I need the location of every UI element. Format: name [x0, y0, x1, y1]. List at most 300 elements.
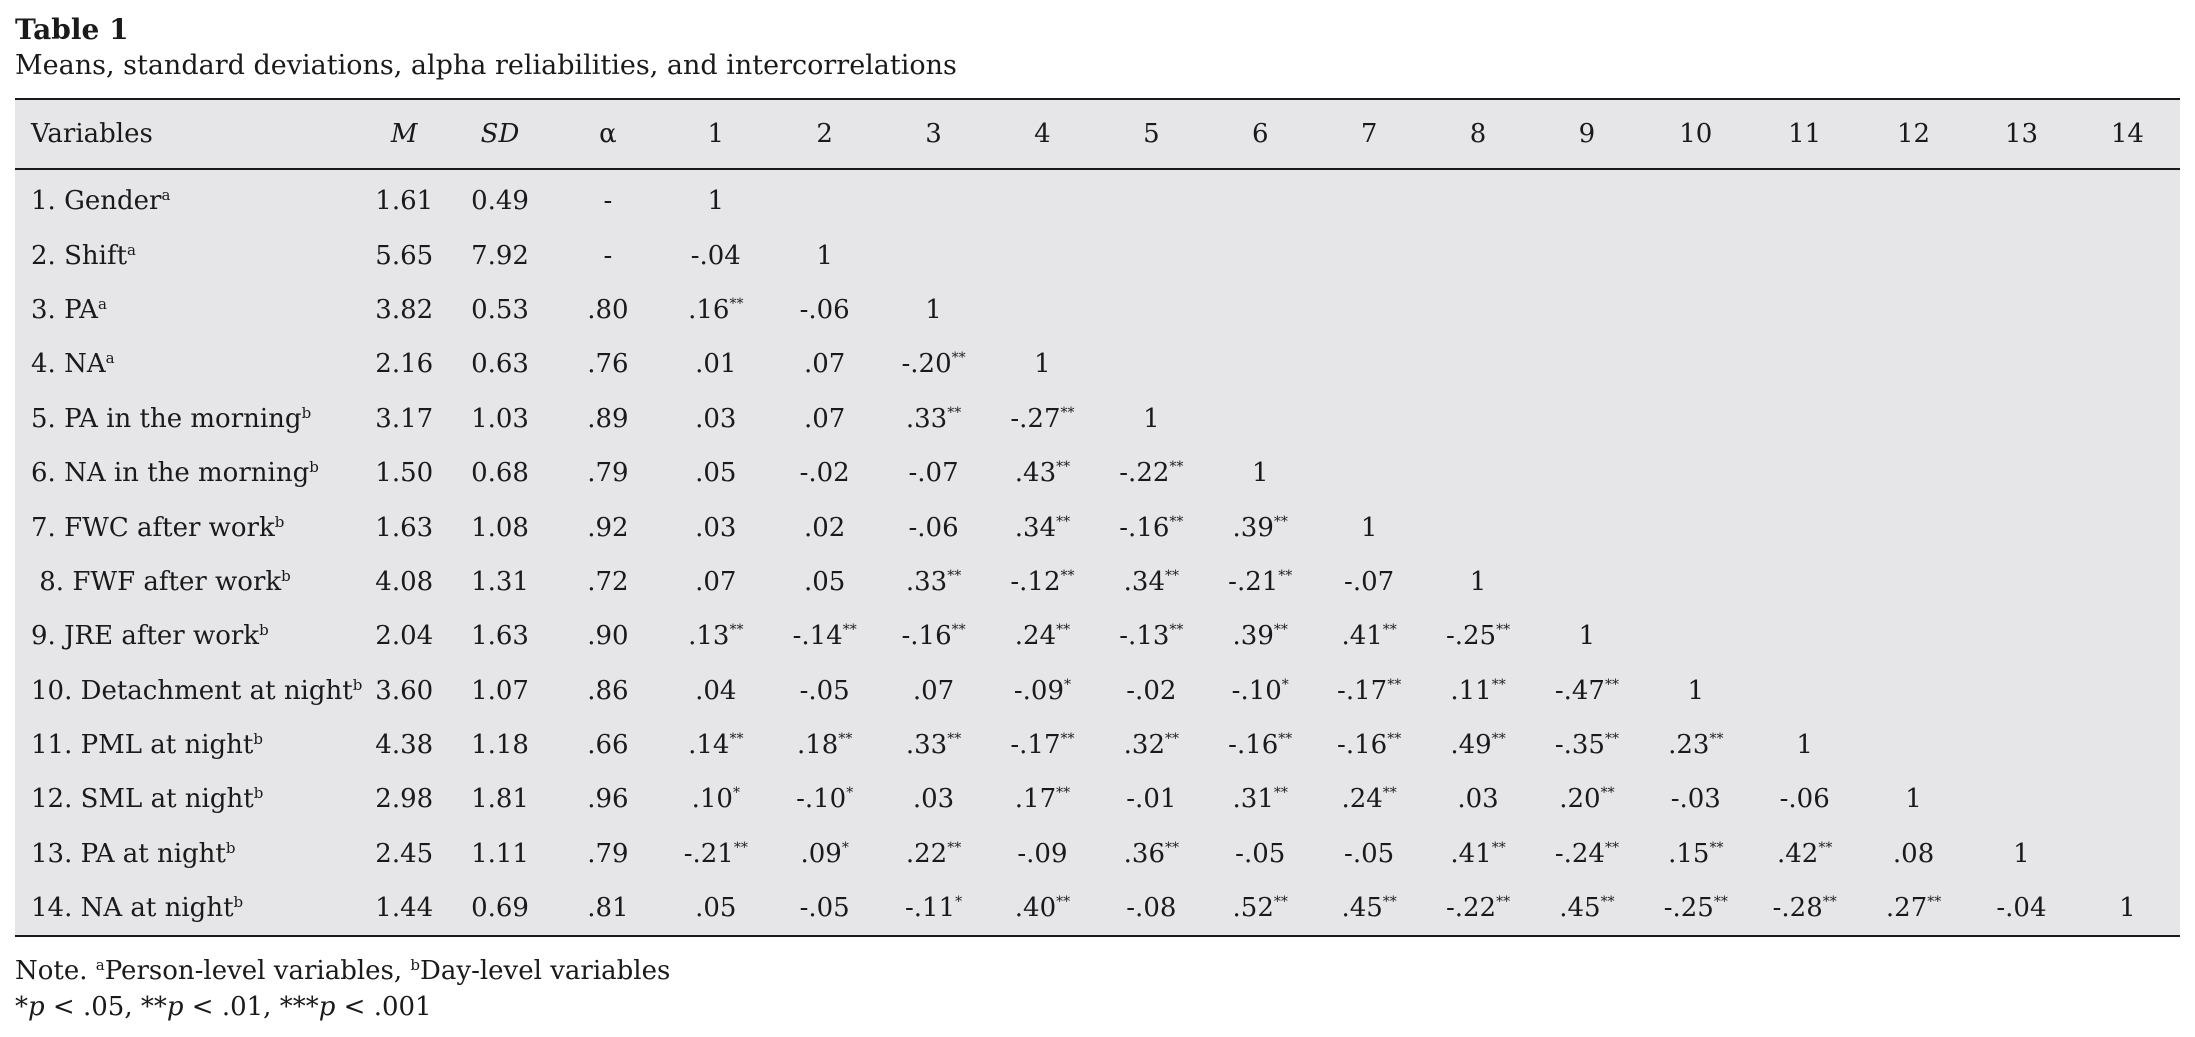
note-prefix: Note.: [15, 956, 96, 987]
correlation-cell: [1206, 772, 1315, 826]
significance-marker: **: [729, 731, 744, 748]
correlation-cell: [1968, 228, 2075, 282]
alpha-cell: .90: [587, 621, 629, 652]
table-row: [15, 392, 2180, 446]
column-header: 11: [1750, 99, 1859, 169]
correlation-value: -.05: [1235, 838, 1286, 869]
significance-marker: **: [1169, 459, 1184, 476]
significance-marker: **: [1927, 894, 1942, 911]
correlation-cell: [1424, 446, 1533, 500]
alpha-cell: -: [603, 186, 613, 217]
correlation-value: -.25: [1445, 621, 1497, 652]
correlation-cell: [1097, 555, 1206, 609]
alpha-cell: .72: [587, 566, 629, 597]
correlation-cell: [1097, 500, 1206, 554]
correlation-value: -.01: [1126, 784, 1177, 815]
significance-marker: **: [1056, 622, 1071, 639]
significance-marker: **: [1387, 731, 1402, 748]
correlation-cell: [1859, 337, 1968, 391]
correlation-value: .34: [1123, 566, 1166, 597]
correlation-cell: [1206, 392, 1315, 446]
correlation-cell: [1968, 772, 2075, 826]
variable-label: 2. Shift: [31, 240, 128, 271]
correlation-cell: [1641, 392, 1750, 446]
correlation-cell: [661, 827, 770, 881]
correlation-value: -.07: [908, 458, 959, 489]
correlation-cell: [1641, 609, 1750, 663]
correlation-cell: [1424, 500, 1533, 554]
significance-marker: **: [1382, 785, 1397, 802]
correlation-cell: [1750, 337, 1859, 391]
correlation-cell: [2075, 881, 2180, 936]
correlation-cell: [2075, 392, 2180, 446]
correlation-cell: [1532, 228, 1641, 282]
significance-marker: **: [1604, 839, 1619, 856]
correlation-cell: [2075, 283, 2180, 337]
correlation-value: -.07: [1344, 566, 1395, 597]
correlation-cell: [1750, 772, 1859, 826]
correlation-cell: [1206, 169, 1315, 228]
correlation-cell: [1532, 827, 1641, 881]
variable-level-sup: b: [352, 675, 363, 694]
correlation-cell: [879, 664, 988, 718]
correlation-cell: [661, 881, 770, 936]
table-row: [15, 881, 2180, 936]
correlation-value: .41: [1450, 838, 1492, 869]
significance-marker: **: [947, 731, 962, 748]
significance-marker: **: [1387, 676, 1402, 693]
correlation-cell: [661, 283, 770, 337]
correlation-cell: [1750, 609, 1859, 663]
significance-marker: **: [1165, 567, 1180, 584]
note-a-text: Person-level variables,: [104, 956, 411, 987]
sig-threshold: < .05,: [44, 992, 141, 1023]
significance-marker: **: [729, 295, 744, 312]
correlation-value: -.05: [1344, 838, 1395, 869]
correlation-cell: [661, 500, 770, 554]
correlation-value: .33: [905, 566, 948, 597]
correlation-value: .07: [695, 566, 737, 597]
correlation-cell: [661, 228, 770, 282]
correlation-value: -.14: [792, 621, 843, 652]
correlation-cell: [879, 446, 988, 500]
correlation-cell: [2075, 169, 2180, 228]
correlation-cell: [1750, 500, 1859, 554]
column-header: 14: [2075, 99, 2180, 169]
sd-cell: 1.11: [471, 838, 529, 869]
correlation-cell: [1097, 827, 1206, 881]
variable-cell: [15, 446, 363, 500]
significance-marker: *: [846, 785, 854, 802]
correlation-value: .49: [1450, 730, 1492, 761]
table-row: [15, 772, 2180, 826]
variable-label: 5. PA in the morning: [31, 403, 302, 434]
correlation-value: -.16: [1228, 730, 1279, 761]
correlation-cell: [770, 337, 879, 391]
correlation-cell: [770, 283, 879, 337]
correlation-cell: [1859, 555, 1968, 609]
significance-marker: *: [1064, 676, 1072, 693]
significance-marker: *: [1281, 676, 1289, 693]
significance-marker: **: [947, 839, 962, 856]
correlation-value: 1: [1796, 730, 1813, 761]
variable-level-sup: b: [253, 784, 264, 803]
correlation-cell: [1424, 228, 1533, 282]
correlation-value: 1: [1034, 349, 1051, 380]
column-header: SD: [446, 99, 555, 169]
correlation-cell: [1750, 827, 1859, 881]
correlation-cell: [1859, 446, 1968, 500]
correlation-cell: [1859, 772, 1968, 826]
column-header: 13: [1968, 99, 2075, 169]
correlation-value: .20: [1559, 784, 1601, 815]
correlation-cell: [1097, 664, 1206, 718]
correlation-cell: [1315, 228, 1424, 282]
correlation-value: -.05: [799, 893, 850, 924]
correlation-cell: [1641, 664, 1750, 718]
sd-cell: 1.18: [471, 730, 529, 761]
correlation-cell: [1206, 228, 1315, 282]
significance-marker: **: [1273, 785, 1288, 802]
alpha-cell: .92: [587, 512, 629, 543]
correlation-value: .03: [695, 403, 737, 434]
correlation-value: -.35: [1554, 730, 1605, 761]
column-header: 5: [1097, 99, 1206, 169]
correlation-cell: [1641, 718, 1750, 772]
variable-cell: [15, 664, 363, 718]
correlation-cell: [1424, 555, 1533, 609]
column-header: 10: [1641, 99, 1750, 169]
column-header: 2: [770, 99, 879, 169]
significance-marker: **: [1165, 839, 1180, 856]
correlation-cell: [1424, 772, 1533, 826]
correlation-cell: [1315, 337, 1424, 391]
note-line-2: [15, 989, 2180, 1025]
correlation-value: .05: [803, 566, 846, 597]
correlation-cell: [1750, 392, 1859, 446]
correlation-cell: [1968, 169, 2075, 228]
correlation-cell: [1750, 446, 1859, 500]
correlation-cell: [661, 664, 770, 718]
correlation-cell: [1750, 718, 1859, 772]
variable-level-sup: b: [309, 458, 319, 477]
correlation-value: .32: [1123, 730, 1166, 761]
correlation-cell: [661, 609, 770, 663]
correlation-cell: [1206, 718, 1315, 772]
correlation-cell: [770, 392, 879, 446]
correlation-cell: [2075, 609, 2180, 663]
correlation-cell: [661, 718, 770, 772]
significance-marker: **: [1278, 567, 1293, 584]
significance-marker: **: [951, 350, 966, 367]
correlation-value: -.16: [901, 621, 952, 652]
correlation-cell: [1424, 881, 1533, 936]
correlation-value: 1: [1687, 675, 1705, 706]
correlation-cell: [770, 772, 879, 826]
sd-cell: 1.81: [471, 784, 529, 815]
correlation-cell: [1206, 337, 1315, 391]
variable-cell: [15, 609, 363, 663]
sd-cell: 0.53: [471, 294, 529, 325]
correlation-value: .08: [1892, 838, 1935, 869]
correlation-cell: [1641, 446, 1750, 500]
correlation-cell: [1097, 446, 1206, 500]
correlation-cell: [1206, 609, 1315, 663]
column-header: 7: [1315, 99, 1424, 169]
table-row: [15, 718, 2180, 772]
correlation-value: 1: [1578, 621, 1596, 652]
correlation-value: -.25: [1663, 893, 1714, 924]
correlation-cell: [1097, 772, 1206, 826]
correlation-value: -.47: [1554, 675, 1605, 706]
variable-label: 13. PA at night: [31, 838, 226, 869]
correlation-value: 1: [2013, 838, 2030, 869]
variable-label: 10. Detachment at night: [31, 675, 353, 706]
significance-marker: **: [1273, 513, 1288, 530]
correlation-cell: [1097, 283, 1206, 337]
correlation-cell: [1968, 555, 2075, 609]
significance-marker: **: [1169, 622, 1184, 639]
correlation-cell: [1532, 718, 1641, 772]
mean-cell: 2.04: [375, 621, 434, 652]
alpha-cell: .96: [587, 784, 629, 815]
correlation-cell: [770, 169, 879, 228]
mean-cell: 5.65: [375, 240, 434, 271]
alpha-cell: .79: [587, 458, 629, 489]
table-row: [15, 827, 2180, 881]
table-row: [15, 664, 2180, 718]
note-sup-b: b: [410, 956, 421, 975]
mean-cell: 4.38: [375, 730, 434, 761]
significance-marker: *: [732, 785, 740, 802]
variable-cell: [15, 500, 363, 554]
table-figure: [15, 12, 2180, 1025]
correlation-cell: [879, 500, 988, 554]
correlation-cell: [1532, 664, 1641, 718]
correlation-value: -.10: [1231, 675, 1282, 706]
correlation-value: .24: [1341, 784, 1383, 815]
correlation-cell: [1206, 283, 1315, 337]
correlation-cell: [1532, 609, 1641, 663]
correlation-cell: [1206, 664, 1315, 718]
correlation-cell: [1968, 827, 2075, 881]
alpha-cell: .81: [587, 893, 629, 924]
correlation-value: -.22: [1119, 458, 1170, 489]
correlation-value: -.06: [1779, 784, 1830, 815]
correlation-value: .40: [1014, 893, 1057, 924]
correlation-cell: [1859, 392, 1968, 446]
sd-cell: 0.49: [471, 186, 529, 217]
correlation-cell: [1424, 609, 1533, 663]
correlation-cell: [1315, 772, 1424, 826]
significance-marker: **: [1060, 731, 1075, 748]
correlation-cell: [2075, 337, 2180, 391]
correlation-cell: [988, 283, 1097, 337]
significance-marker: **: [1491, 676, 1506, 693]
correlation-cell: [1641, 555, 1750, 609]
sig-p: p: [28, 992, 45, 1023]
column-header: α: [554, 99, 661, 169]
sig-stars: ***: [279, 992, 319, 1023]
correlation-value: .43: [1014, 458, 1057, 489]
correlation-value: .03: [912, 784, 955, 815]
correlation-cell: [661, 392, 770, 446]
correlation-cell: [1315, 827, 1424, 881]
correlation-value: 1: [1143, 403, 1160, 434]
correlation-value: -.02: [799, 458, 850, 489]
correlation-cell: [1968, 283, 2075, 337]
correlation-value: .09: [800, 838, 842, 869]
correlation-value: .24: [1014, 621, 1057, 652]
correlation-cell: [1968, 664, 2075, 718]
correlation-cell: [770, 881, 879, 936]
correlation-value: 1: [707, 186, 725, 217]
correlation-value: .07: [803, 349, 846, 380]
correlation-cell: [1206, 446, 1315, 500]
significance-marker: **: [1382, 894, 1397, 911]
table-row: [15, 609, 2180, 663]
correlation-cell: [1859, 169, 1968, 228]
variable-cell: [15, 228, 363, 282]
correlation-cell: [770, 827, 879, 881]
correlation-cell: [1750, 228, 1859, 282]
correlation-value: -.09: [1013, 675, 1065, 706]
correlation-value: -.05: [799, 675, 850, 706]
correlation-cell: [1206, 555, 1315, 609]
correlation-value: .45: [1341, 893, 1383, 924]
correlation-cell: [988, 664, 1097, 718]
correlation-cell: [1859, 283, 1968, 337]
correlation-cell: [770, 228, 879, 282]
variable-cell: [15, 555, 363, 609]
correlation-cell: [879, 392, 988, 446]
correlation-cell: [1750, 881, 1859, 936]
significance-marker: **: [1382, 622, 1397, 639]
variable-label: 8. FWF after work: [31, 566, 282, 597]
significance-marker: **: [1060, 567, 1075, 584]
correlation-value: -.06: [908, 512, 959, 543]
correlation-value: -.09: [1017, 838, 1068, 869]
correlation-cell: [1315, 169, 1424, 228]
correlation-value: -.06: [799, 294, 850, 325]
correlation-cell: [2075, 446, 2180, 500]
correlation-cell: [988, 392, 1097, 446]
correlation-cell: [1968, 392, 2075, 446]
column-header: 8: [1424, 99, 1533, 169]
significance-marker: **: [842, 622, 857, 639]
correlation-cell: [1750, 555, 1859, 609]
correlation-cell: [988, 881, 1097, 936]
variable-label: 6. NA in the morning: [31, 458, 310, 489]
correlation-cell: [1424, 718, 1533, 772]
variable-cell: [15, 718, 363, 772]
correlation-value: -.03: [1670, 784, 1721, 815]
table-title: Table 1: [15, 13, 129, 46]
column-header: Variables: [15, 99, 363, 169]
correlation-value: -.27: [1010, 403, 1061, 434]
correlation-cell: [1859, 228, 1968, 282]
correlation-cell: [988, 500, 1097, 554]
sd-cell: 0.68: [471, 458, 529, 489]
significance-marker: **: [1709, 731, 1724, 748]
correlation-cell: [2075, 772, 2180, 826]
significance-marker: **: [1496, 622, 1511, 639]
alpha-cell: .86: [587, 675, 629, 706]
correlation-cell: [1315, 664, 1424, 718]
correlation-value: .18: [796, 730, 839, 761]
correlation-cell: [988, 446, 1097, 500]
correlation-value: -.16: [1119, 512, 1170, 543]
correlation-cell: [1315, 555, 1424, 609]
significance-marker: **: [1709, 839, 1724, 856]
correlation-cell: [1097, 392, 1206, 446]
mean-cell: 3.60: [375, 675, 434, 706]
correlation-cell: [1424, 169, 1533, 228]
correlation-cell: [2075, 500, 2180, 554]
correlation-value: .07: [803, 403, 846, 434]
variable-level-sup: a: [161, 186, 171, 205]
significance-marker: **: [1273, 894, 1288, 911]
correlation-cell: [1641, 772, 1750, 826]
correlation-value: 1: [1251, 458, 1269, 489]
correlation-cell: [988, 337, 1097, 391]
correlation-value: .39: [1232, 512, 1274, 543]
correlation-cell: [1641, 283, 1750, 337]
correlation-value: .41: [1341, 621, 1383, 652]
alpha-cell: .76: [587, 349, 629, 380]
correlation-cell: [1532, 881, 1641, 936]
mean-cell: 2.16: [375, 349, 434, 380]
correlation-cell: [879, 609, 988, 663]
correlation-value: .13: [688, 621, 730, 652]
correlation-cell: [879, 169, 988, 228]
variable-label: 14. NA at night: [31, 893, 234, 924]
correlation-cell: [1968, 446, 2075, 500]
significance-marker: **: [1165, 731, 1180, 748]
correlation-value: .22: [905, 838, 948, 869]
correlation-value: -.20: [901, 349, 952, 380]
correlation-cell: [988, 228, 1097, 282]
correlation-cell: [661, 772, 770, 826]
sig-p: p: [166, 992, 184, 1023]
correlation-cell: [1532, 772, 1641, 826]
significance-marker: **: [1169, 513, 1184, 530]
correlation-cell: [988, 827, 1097, 881]
correlation-value: .03: [695, 512, 737, 543]
correlation-cell: [1315, 446, 1424, 500]
significance-marker: **: [1278, 731, 1293, 748]
correlation-table: [15, 98, 2180, 937]
variable-label: 3. PA: [31, 294, 98, 325]
correlation-value: -.17: [1337, 675, 1388, 706]
correlation-cell: [2075, 555, 2180, 609]
variable-cell: [15, 337, 363, 391]
alpha-cell: .79: [587, 838, 629, 869]
sig-stars: *: [15, 992, 28, 1023]
correlation-value: .27: [1885, 893, 1928, 924]
correlation-cell: [1641, 169, 1750, 228]
significance-marker: **: [1491, 731, 1506, 748]
correlation-cell: [1641, 337, 1750, 391]
correlation-cell: [1315, 609, 1424, 663]
correlation-cell: [661, 337, 770, 391]
significance-marker: **: [1600, 894, 1615, 911]
variable-level-sup: b: [259, 621, 269, 640]
correlation-value: .33: [905, 403, 948, 434]
correlation-value: -.13: [1119, 621, 1170, 652]
correlation-value: -.24: [1554, 838, 1605, 869]
correlation-cell: [1859, 881, 1968, 936]
